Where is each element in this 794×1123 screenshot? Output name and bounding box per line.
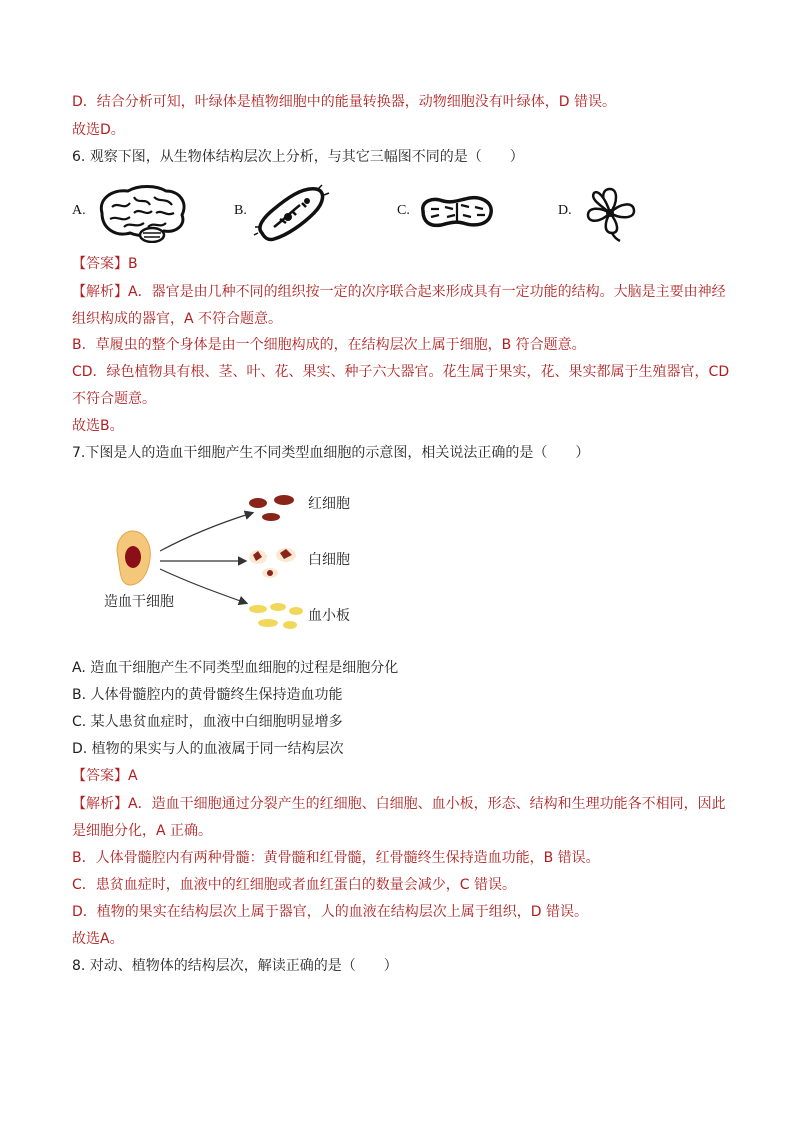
flower-icon (580, 183, 640, 243)
question-6-figures (72, 183, 732, 243)
stem-cell-label: 造血干细胞 (104, 594, 174, 610)
red-blood-cell-label: 红细胞 (308, 496, 350, 512)
explanation-6-line-4: CD．绿色植物具有根、茎、叶、花、果实、种子六大器官。花生属于果实，花、果实都属于生殖器官，CD (72, 364, 730, 380)
explanation-7-line-2: 是细胞分化，A 正确。 (72, 823, 213, 839)
option-7-c: C. 某人患贫血症时，血液中白细胞明显增多 (72, 714, 343, 730)
platelet-icon (249, 603, 303, 629)
explanation-7-line-1: 【解析】A．造血干细胞通过分裂产生的红细胞、白细胞、血小板，形态、结构和生理功能各不相同，因此 (72, 796, 726, 812)
explanation-6-line-5: 不符合题意。 (72, 391, 156, 407)
conclusion-line: 故选D。 (72, 122, 125, 138)
conclusion-6: 故选B。 (72, 418, 124, 434)
explanation-7-line-5: D．植物的果实在结构层次上属于器官，人的血液在结构层次上属于组织，D 错误。 (72, 904, 589, 920)
question-6: 6. 观察下图，从生物体结构层次上分析，与其它三幅图不同的是（ ） (72, 149, 524, 165)
explanation-line: D．结合分析可知，叶绿体是植物细胞中的能量转换器，动物细胞没有叶绿体，D 错误。 (72, 94, 617, 110)
option-c-label: C. (397, 203, 410, 218)
option-d-label: D. (558, 203, 572, 218)
explanation-6-line-1: 【解析】A．器官是由几种不同的组织按一定的次序联合起来形成具有一定功能的结构。大脑是主要由神经 (72, 284, 726, 300)
question-7: 7.下图是人的造血干细胞产生不同类型血细胞的示意图，相关说法正确的是（ ） (72, 445, 590, 461)
brain-icon (94, 183, 189, 243)
stem-cell-icon (117, 531, 150, 585)
blood-cell-diagram (100, 485, 390, 635)
explanation-6-line-2: 组织构成的器官，A 不符合题意。 (72, 311, 283, 327)
option-7-d: D. 植物的果实与人的血液属于同一结构层次 (72, 741, 344, 757)
answer-7: 【答案】A (72, 768, 138, 784)
peanut-icon (417, 183, 497, 243)
option-7-b: B. 人体骨髓腔内的黄骨髓终生保持造血功能 (72, 687, 343, 703)
white-blood-cell-icon (249, 548, 296, 578)
red-blood-cell-icon (249, 495, 294, 521)
option-b-label: B. (234, 203, 247, 218)
explanation-7-line-3: B．人体骨髓腔内有两种骨髓：黄骨髓和红骨髓，红骨髓终生保持造血功能，B 错误。 (72, 850, 600, 866)
conclusion-7: 故选A。 (72, 931, 124, 947)
answer-6: 【答案】B (72, 256, 138, 272)
question-8: 8. 对动、植物体的结构层次，解读正确的是（ ） (72, 958, 398, 974)
option-a-label: A. (72, 203, 86, 218)
paramecium-icon (252, 183, 332, 243)
option-7-a: A. 造血干细胞产生不同类型血细胞的过程是细胞分化 (72, 660, 399, 676)
explanation-6-line-3: B．草履虫的整个身体是由一个细胞构成的，在结构层次上属于细胞，B 符合题意。 (72, 337, 586, 353)
white-blood-cell-label: 白细胞 (308, 552, 350, 568)
explanation-7-line-4: C．患贫血症时，血液中的红细胞或者血红蛋白的数量会减少，C 错误。 (72, 877, 516, 893)
platelet-label: 血小板 (308, 608, 350, 624)
